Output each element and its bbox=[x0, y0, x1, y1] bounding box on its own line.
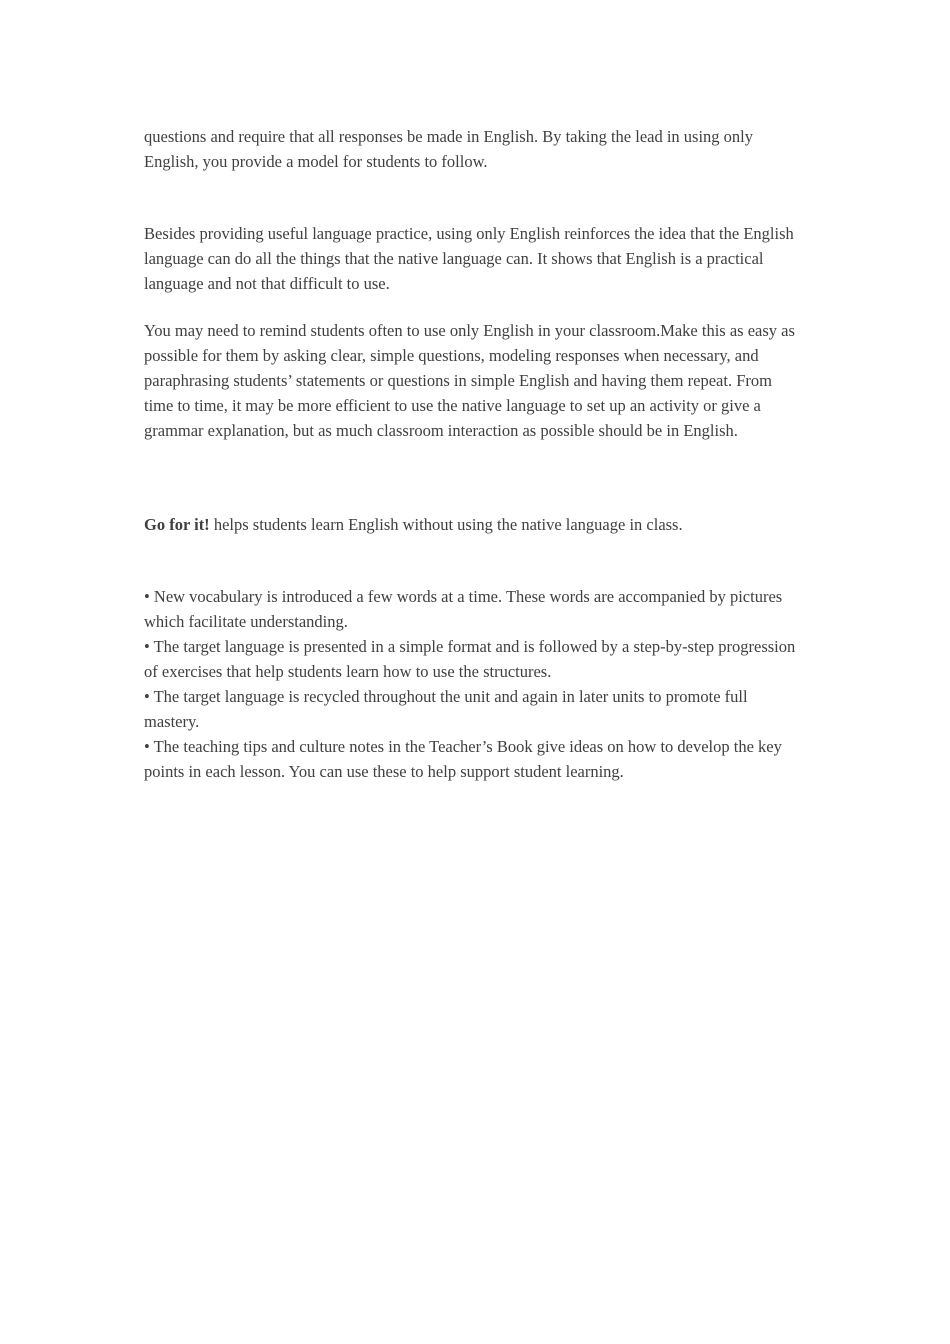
book-title: Go for it! bbox=[144, 515, 210, 534]
document-body bbox=[144, 124, 804, 784]
list-item: • The target language is recycled throughout the unit and again in later units to promote full mastery. bbox=[144, 687, 748, 731]
spacer bbox=[144, 443, 804, 512]
list-item: • The teaching tips and culture notes in the Teacher’s Book give ideas on how to develop the key points in each lesson. You can use these to help support student learning. bbox=[144, 737, 782, 781]
paragraph-remind-students: You may need to remind students often to use only English in your classroom.Make this as easy as possible for them by asking clear, simple questions, modeling responses when necessary, and paraphrasing students’ statements or questions in simple English and having them repeat. From time to time, it may be more efficient to use the native language to set up an activity or give a grammar explanation, but as much classroom interaction as possible should be in English. bbox=[144, 321, 795, 440]
spacer bbox=[144, 174, 804, 221]
paragraph-language-practice: Besides providing useful language practice, using only English reinforces the idea that the English language can do all the things that the native language can. It shows that English is a practical language and not that difficult to use. bbox=[144, 224, 794, 293]
list-item: • The target language is presented in a simple format and is followed by a step-by-step progression of exercises that help students learn how to use the structures. bbox=[144, 637, 796, 681]
feature-list bbox=[144, 584, 804, 784]
paragraph-go-for-it-intro bbox=[144, 512, 804, 537]
spacer bbox=[144, 296, 804, 318]
paragraph-model-english: questions and require that all responses be made in English. By taking the lead in using only English, you provide a model for students to follow. bbox=[144, 127, 754, 171]
list-item: • New vocabulary is introduced a few words at a time. These words are accompanied by pictures which facilitate understanding. bbox=[144, 587, 783, 631]
intro-text: helps students learn English without using the native language in class. bbox=[209, 515, 683, 534]
spacer bbox=[144, 537, 804, 584]
